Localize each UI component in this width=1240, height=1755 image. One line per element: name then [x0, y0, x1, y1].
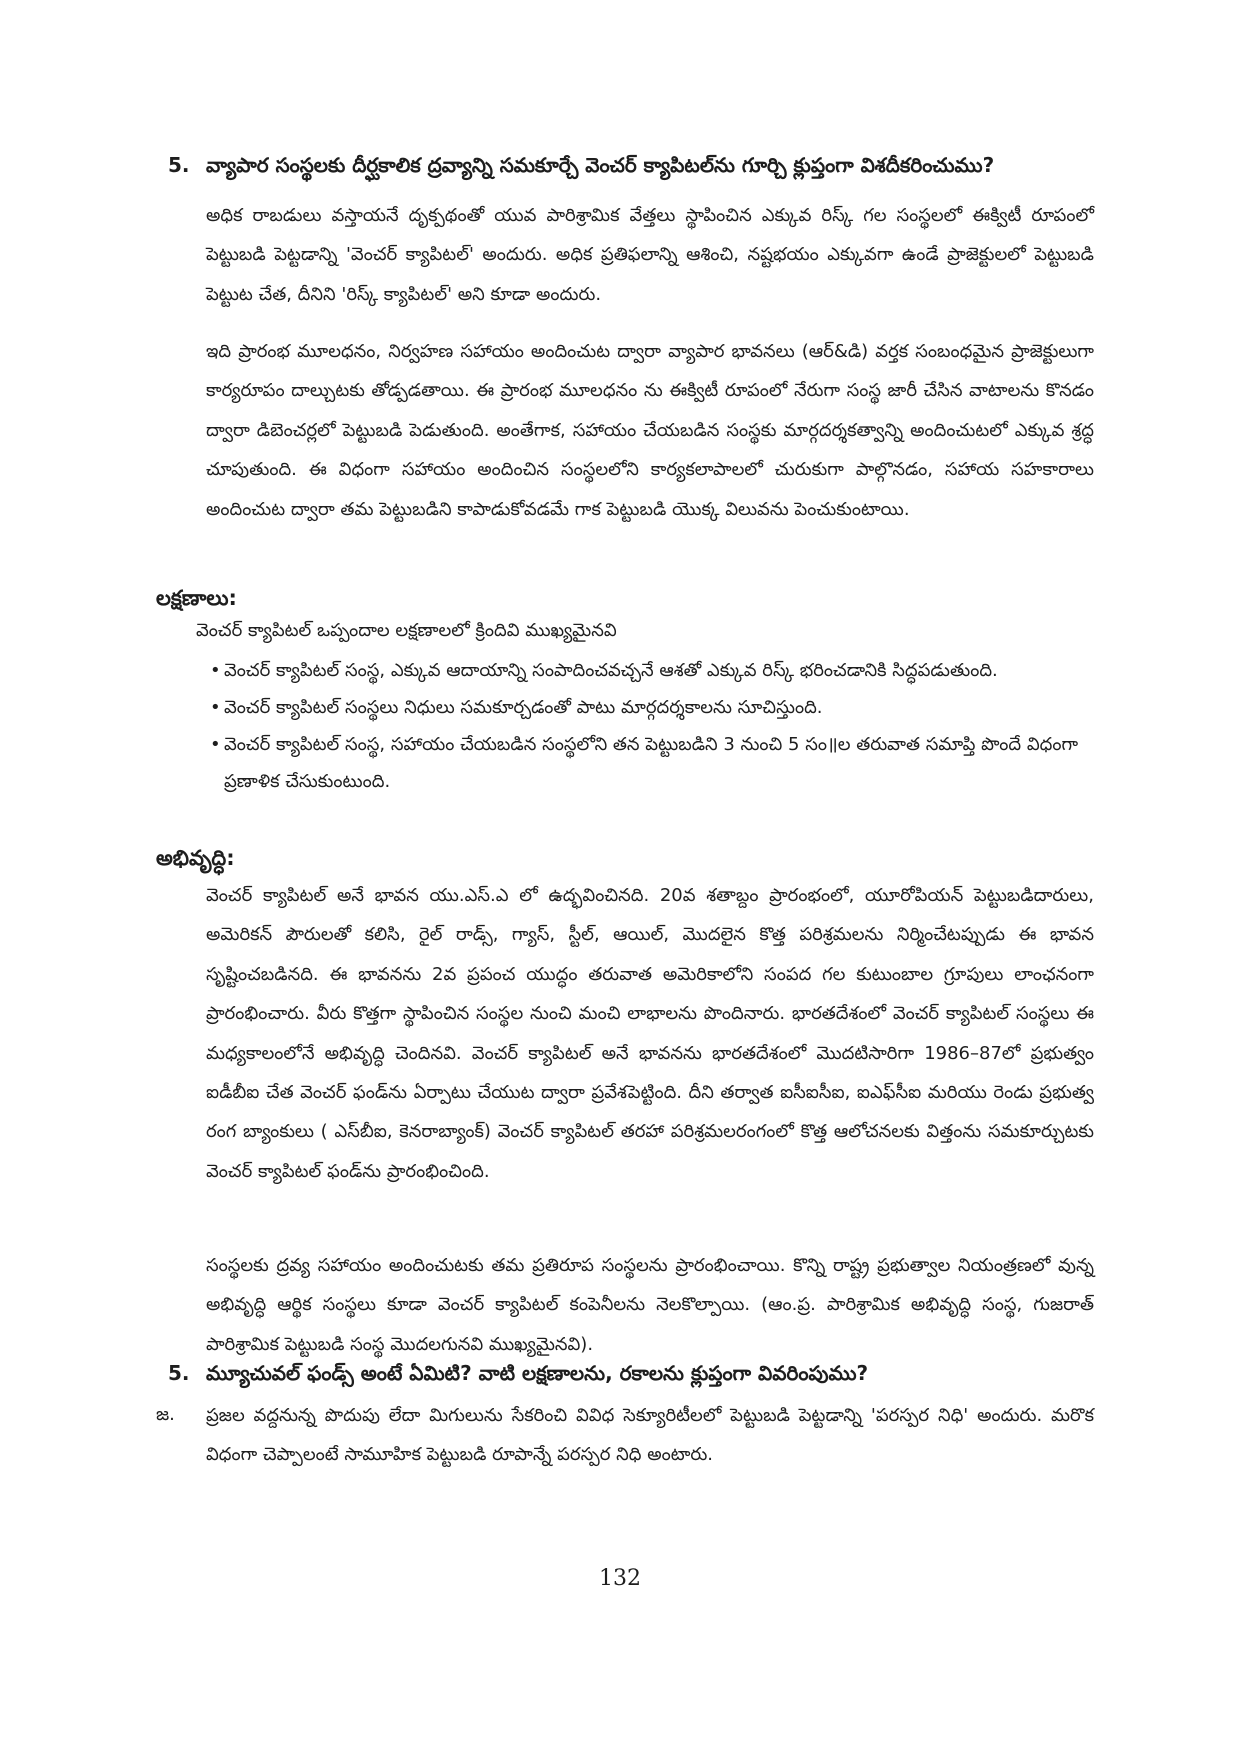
paragraph-mutual-fund-definition: ప్రజల వద్దనున్న పొదుపు లేదా మిగులును సేకరించి వివిధ సెక్యూరిటీలలో పెట్టుబడి పెట్టడాన్ని 'పరస్పర నిధి' అందురు. మరొక విధంగా చెప్పాలంటే సామూహిక పెట్టుబడి రూపాన్నే పరస్పర నిధి అంటారు. — [206, 1405, 1094, 1466]
question-text: మ్యూచువల్ ఫండ్స్ అంటే ఏమిటి? వాటి లక్షణాలను, రకాలను క్లుప్తంగా వివరింపుము? — [206, 1361, 869, 1385]
question-venture-capital — [168, 150, 1098, 180]
list-item-text: వెంచర్ క్యాపిటల్ సంస్థ, ఎక్కువ ఆదాయాన్ని సంపాదించవచ్చనే ఆశతో ఎక్కువ రిస్క్ భరించడానికి సిద్ధపడుతుంది. — [224, 660, 998, 681]
paragraph-definition: అధిక రాబడులు వస్తాయనే దృక్పథంతో యువ పారిశ్రామిక వేత్తలు స్థాపించిన ఎక్కువ రిస్క్ గల సంస్థలలో ఈక్విటీ రూపంలో పెట్టుబడి పెట్టడాన్ని 'వెంచర్ క్యాపిటల్' అందురు. అధిక ప్రతిఫలాన్ని ఆశించి, నష్టభయం ఎక్కువగా ఉండే ప్రాజెక్టులలో పెట్టుబడి పెట్టుట చేత, దీనిని 'రిస్క్ క్యాపిటల్' అని కూడా అందురు. — [206, 205, 1094, 305]
features-list — [210, 652, 1095, 800]
bullet-marker: • — [210, 697, 221, 718]
list-item-text: వెంచర్ క్యాపిటల్ సంస్థ, సహాయం చేయబడిన సంస్థలోని తన పెట్టుబడిని 3 నుంచి 5 సం॥ల తరువాత సమాప్తి పొందే విధంగా ప్రణాళిక చేసుకుంటుంది. — [224, 734, 1079, 792]
page-number: 132 — [599, 1566, 641, 1591]
paragraph-startup-capital: ఇది ప్రారంభ మూలధనం, నిర్వహణ సహాయం అందించుట ద్వారా వ్యాపార భావనలు (ఆర్&డి) వర్తక సంబంధమైన ప్రాజెక్టులుగా కార్యరూపం దాల్చుటకు తోడ్పడతాయి. ఈ ప్రారంభ మూలధనం ను ఈక్విటీ రూపంలో నేరుగా సంస్థ జారీ చేసిన వాటాలను కొనడం ద్వారా డిబెంచర్లలో పెట్టుబడి పెడుతుంది. అంతేగాక, సహాయం చేయబడిన సంస్థకు మార్గదర్శకత్వాన్ని అందించుటలో ఎక్కువ శ్రద్ధ చూపుతుంది. ఈ విధంగా సహాయం అందించిన సంస్థలలోని కార్యకలాపాలలో చురుకుగా పాల్గొనడం, సహాయ సహకారాలు అందించుట ద్వారా తమ పెట్టుబడిని కాపాడుకోవడమే గాక పెట్టుబడి యొక్క విలువను పెంచుకుంటాయి. — [206, 341, 1094, 520]
list-item — [210, 652, 1095, 689]
question-number: 5. — [168, 1361, 190, 1385]
list-item-text: వెంచర్ క్యాపిటల్ సంస్థలు నిధులు సమకూర్చడంతో పాటు మార్గదర్శకాలను సూచిస్తుంది. — [224, 697, 823, 718]
question-mutual-funds — [168, 1358, 1098, 1388]
bullet-marker: • — [210, 660, 221, 681]
features-intro: వెంచర్ క్యాపిటల్ ఒప్పందాల లక్షణాలలో క్రిందివి ముఖ్యమైనవి — [196, 620, 617, 641]
bullet-marker: • — [210, 734, 221, 755]
heading-features: లక్షణాలు: — [156, 586, 237, 610]
answer-prefix: జ. — [156, 1404, 175, 1425]
list-item — [210, 689, 1095, 726]
heading-development: అభివృద్ధి: — [156, 846, 235, 870]
question-number: 5. — [168, 153, 190, 177]
paragraph-history: వెంచర్ క్యాపిటల్ అనే భావన యు.ఎస్.ఎ లో ఉద్భవించినది. 20వ శతాబ్దం ప్రారంభంలో, యూరోపియన్ పెట్టుబడిదారులు, అమెరికన్ పౌరులతో కలిసి, రైల్ రాడ్స్, గ్యాస్, స్టీల్, ఆయిల్, మొదలైన కొత్త పరిశ్రమలను నిర్మించేటప్పుడు ఈ భావన సృష్టించబడినది. ఈ భావనను 2వ ప్రపంచ యుద్ధం తరువాత అమెరికాలోని సంపద గల కుటుంబాల గ్రూపులు లాంఛనంగా ప్రారంభించారు. వీరు కొత్తగా స్థాపించిన సంస్థల నుంచి మంచి లాభాలను పొందినారు. భారతదేశంలో వెంచర్ క్యాపిటల్ సంస్థలు ఈ మధ్యకాలంలోనే అభివృద్ధి చెందినవి. వెంచర్ క్యాపిటల్ అనే భావనను భారతదేశంలో మొదటిసారిగా 1986–87లో ప్రభుత్వం ఐడీబీఐ చేత వెంచర్ ఫండ్‌ను ఏర్పాటు చేయుట ద్వారా ప్రవేశపెట్టింది. దీని తర్వాత ఐసీఐసీఐ, ఐఎఫ్‌సీఐ మరియు రెండు ప్రభుత్వ రంగ బ్యాంకులు ( ఎస్‌బీఐ, కెనరాబ్యాంక్) వెంచర్ క్యాపిటల్ తరహా పరిశ్రమలరంగంలో కొత్త ఆలోచనలకు విత్తంను సమకూర్చుటకు వెంచర్ క్యాపిటల్ ఫండ్‌ను ప్రారంభించింది. — [206, 885, 1094, 1182]
paragraph-state-institutions: సంస్థలకు ద్రవ్య సహాయం అందించుటకు తమ ప్రతిరూప సంస్థలను ప్రారంభించాయి. కొన్ని రాష్ట్ర ప్రభుత్వాల నియంత్రణలో వున్న అభివృద్ధి ఆర్థిక సంస్థలు కూడా వెంచర్ క్యాపిటల్ కంపెనీలను నెలకొల్పాయి. (ఆం.ప్ర. పారిశ్రామిక అభివృద్ధి సంస్థ, గుజరాత్ పారిశ్రామిక పెట్టుబడి సంస్థ మొదలగునవి ముఖ్యమైనవి). — [206, 1255, 1094, 1355]
question-text: వ్యాపార సంస్థలకు దీర్ఘకాలిక ద్రవ్యాన్ని సమకూర్చే వెంచర్ క్యాపిటల్‌ను గూర్చి క్లుప్తంగా విశదీకరించుము? — [206, 153, 995, 177]
list-item — [210, 726, 1095, 800]
